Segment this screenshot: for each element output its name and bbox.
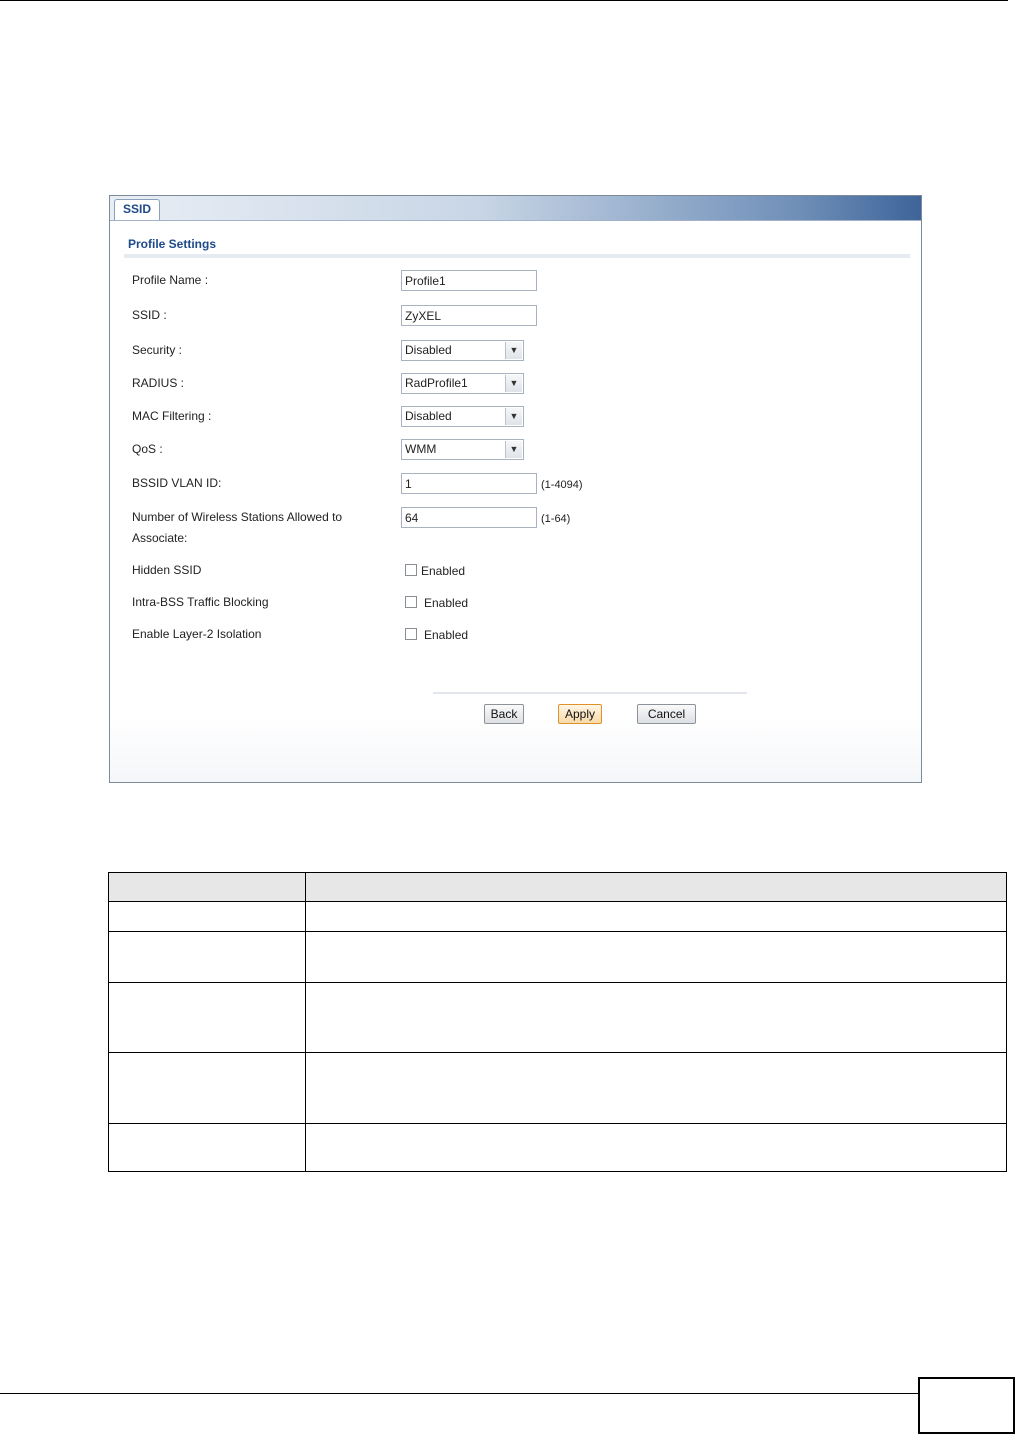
ssid-input[interactable] bbox=[401, 305, 537, 326]
profile-name-label: Profile Name : bbox=[132, 273, 209, 287]
bssid-vlan-label: BSSID VLAN ID: bbox=[132, 476, 222, 490]
table-header-row bbox=[109, 873, 1007, 902]
hidden-ssid-label: Hidden SSID bbox=[132, 563, 202, 577]
tab-ssid[interactable]: SSID bbox=[114, 199, 160, 220]
radius-select[interactable] bbox=[401, 373, 524, 394]
ssid-label: SSID : bbox=[132, 308, 167, 322]
stations-label-line2: Associate: bbox=[132, 531, 188, 545]
table-cell bbox=[306, 1053, 1007, 1124]
hidden-ssid-checkbox[interactable] bbox=[405, 564, 417, 576]
layer2-isolation-checkbox[interactable] bbox=[405, 628, 417, 640]
apply-button[interactable]: Apply bbox=[558, 704, 602, 724]
stations-range: (1-64) bbox=[541, 513, 571, 525]
chevron-down-icon[interactable]: ▼ bbox=[505, 441, 522, 458]
page-number-box bbox=[918, 1377, 1015, 1434]
chevron-down-icon[interactable]: ▼ bbox=[505, 375, 522, 392]
layer2-isolation-checkbox-label: Enabled bbox=[424, 628, 469, 642]
top-rule bbox=[0, 0, 1008, 1]
table-cell bbox=[109, 932, 306, 983]
bottom-rule bbox=[0, 1393, 918, 1394]
mac-filtering-select-value: Disabled bbox=[405, 409, 452, 423]
mac-filtering-select[interactable] bbox=[401, 406, 524, 427]
ssid-profile-panel bbox=[109, 195, 922, 783]
radius-select-value: RadProfile1 bbox=[405, 376, 468, 390]
table-row bbox=[109, 983, 1007, 1053]
security-select[interactable] bbox=[401, 340, 524, 361]
table-header-cell bbox=[306, 873, 1007, 902]
qos-select[interactable] bbox=[401, 439, 524, 460]
cancel-button[interactable]: Cancel bbox=[637, 704, 696, 724]
description-table bbox=[108, 872, 1007, 1172]
table-header-cell bbox=[109, 873, 306, 902]
qos-label: QoS : bbox=[132, 442, 163, 456]
stations-input[interactable] bbox=[401, 507, 537, 528]
intra-bss-checkbox[interactable] bbox=[405, 596, 417, 608]
tab-bar bbox=[110, 196, 921, 221]
table-row bbox=[109, 932, 1007, 983]
chevron-down-icon[interactable]: ▼ bbox=[505, 342, 522, 359]
table-cell bbox=[109, 902, 306, 932]
security-select-value: Disabled bbox=[405, 343, 452, 357]
stations-label-line1: Number of Wireless Stations Allowed to bbox=[132, 510, 343, 524]
table-cell bbox=[306, 932, 1007, 983]
table-cell bbox=[306, 983, 1007, 1053]
layer2-isolation-label: Enable Layer-2 Isolation bbox=[132, 627, 262, 641]
table-cell bbox=[109, 1053, 306, 1124]
table-cell bbox=[306, 1124, 1007, 1172]
security-label: Security : bbox=[132, 343, 183, 357]
table-row bbox=[109, 1053, 1007, 1124]
section-title: Profile Settings bbox=[128, 237, 217, 251]
section-divider bbox=[124, 254, 910, 258]
mac-filtering-label: MAC Filtering : bbox=[132, 409, 212, 423]
chevron-down-icon[interactable]: ▼ bbox=[505, 408, 522, 425]
bssid-vlan-range: (1-4094) bbox=[541, 479, 583, 491]
intra-bss-label: Intra-BSS Traffic Blocking bbox=[132, 595, 269, 609]
button-divider bbox=[433, 692, 747, 694]
hidden-ssid-checkbox-label: Enabled bbox=[421, 564, 466, 578]
bssid-vlan-input[interactable] bbox=[401, 473, 537, 494]
table-row bbox=[109, 1124, 1007, 1172]
table-cell bbox=[306, 902, 1007, 932]
radius-label: RADIUS : bbox=[132, 376, 185, 390]
back-button[interactable]: Back bbox=[484, 704, 524, 724]
table-row bbox=[109, 902, 1007, 932]
qos-select-value: WMM bbox=[405, 442, 437, 456]
profile-name-input[interactable] bbox=[401, 270, 537, 291]
table-cell bbox=[109, 1124, 306, 1172]
table-cell bbox=[109, 983, 306, 1053]
intra-bss-checkbox-label: Enabled bbox=[424, 596, 469, 610]
